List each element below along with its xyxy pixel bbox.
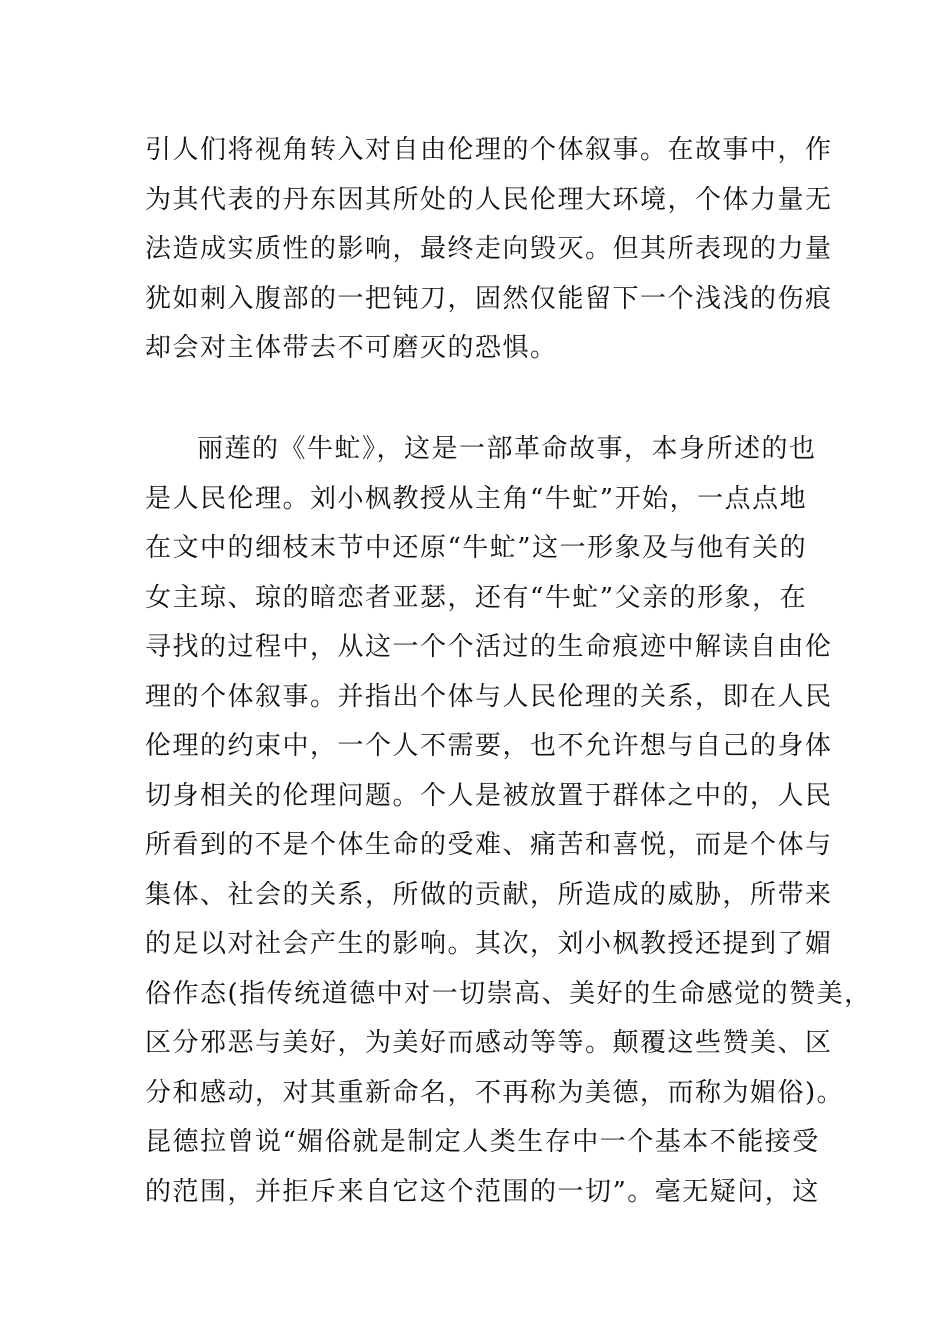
paragraph-1 [145, 126, 833, 374]
text-line: 理的个体叙事。并指出个体与人民伦理的关系，即在人民 [145, 681, 833, 712]
text-line: 法造成实质性的影响，最终走向毁灭。但其所表现的力量 [145, 234, 833, 264]
text-line: 引人们将视角转入对自由伦理的个体叙事。在故事中，作 [145, 135, 833, 165]
text-line: 犹如刺入腹部的一把钝刀，固然仅能留下一个浅浅的伤痕 [145, 283, 833, 314]
text-line: 的范围，并拒斥来自它这个范围的一切”。毫无疑问，这 [145, 1176, 820, 1207]
text-line: 所看到的不是个体生命的受难、痛苦和喜悦，而是个体与 [145, 830, 833, 860]
paragraph-2 [145, 425, 872, 1217]
text-line: 昆德拉曾说“媚俗就是制定人类生存中一个基本不能接受 [145, 1127, 820, 1157]
text-line: 伦理的约束中，一个人不需要，也不允许想与自己的身体 [145, 731, 833, 761]
text-line: 俗作态(指传统道德中对一切崇高、美好的生命感觉的赞美， [145, 978, 872, 1009]
text-line: 区分邪恶与美好，为美好而感动等等。颠覆这些赞美、区 [145, 1028, 833, 1058]
text-line: 女主琼、琼的暗恋者亚瑟，还有“牛虻”父亲的形象，在 [145, 582, 808, 613]
text-line: 却会对主体带去不可磨灭的恐惧。 [145, 333, 558, 363]
text-line: 寻找的过程中，从这一个个活过的生命痕迹中解读自由伦 [145, 632, 833, 662]
text-line: 切身相关的伦理问题。个人是被放置于群体之中的，人民 [145, 780, 833, 811]
text-line: 在文中的细枝末节中还原“牛虻”这一形象及与他有关的 [145, 533, 808, 563]
text-line: 丽莲的《牛虻》，这是一部革命故事，本身所述的也 [197, 434, 817, 464]
text-line: 分和感动，对其重新命名，不再称为美德，而称为媚俗)。 [145, 1077, 845, 1108]
text-line: 为其代表的丹东因其所处的人民伦理大环境，个体力量无 [145, 184, 833, 215]
text-line: 的足以对社会产生的影响。其次，刘小枫教授还提到了媚 [145, 929, 833, 959]
text-line: 是人民伦理。刘小枫教授从主角“牛虻”开始，一点点地 [145, 483, 808, 514]
text-line: 集体、社会的关系，所做的贡献，所造成的威胁，所带来 [145, 879, 833, 910]
